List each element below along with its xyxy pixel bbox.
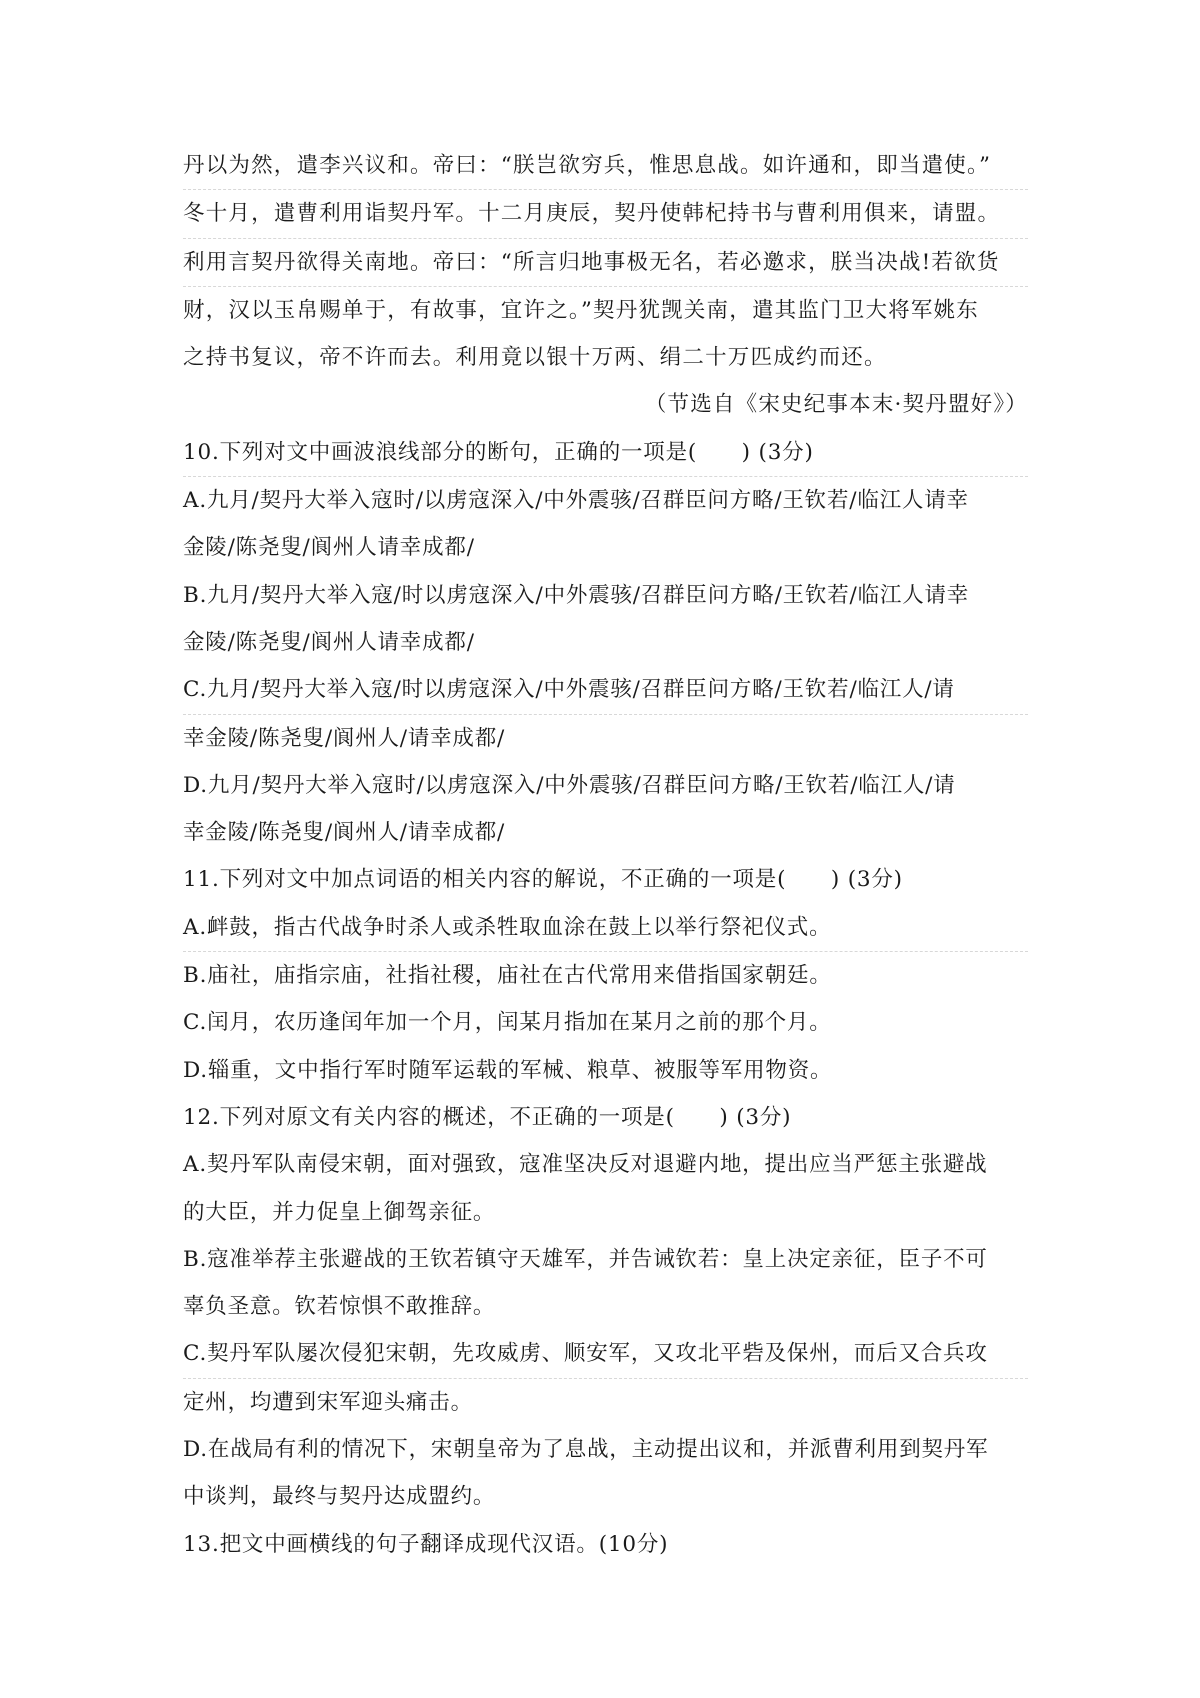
question-11-option-a: A.衅鼓，指古代战争时杀人或杀牲取血涂在鼓上以举行祭祀仪式。 xyxy=(183,904,1028,952)
question-11-option-d: D.辎重，文中指行军时随军运载的军械、粮草、被服等军用物资。 xyxy=(183,1057,833,1083)
document-page xyxy=(183,142,1028,1568)
question-10-option-b-line-2: 金陵/陈尧叟/阆州人请幸成都/ xyxy=(183,629,475,655)
question-12-option-d-line-1: D.在战局有利的情况下，宋朝皇帝为了息战，主动提出议和，并派曹利用到契丹军 xyxy=(183,1437,989,1463)
question-12-option-c-line-1: C.契丹军队屡次侵犯宋朝，先攻威虏、顺安军，又攻北平砦及保州，而后又合兵攻 xyxy=(183,1330,1028,1378)
question-12-option-b-line-1: B.寇准举荐主张避战的王钦若镇守天雄军，并告诫钦若：皇上决定亲征，臣子不可 xyxy=(183,1246,988,1272)
question-12-option-c-line-2: 定州，均遭到宋军迎头痛击。 xyxy=(183,1389,473,1415)
question-10-stem: 10.下列对文中画波浪线部分的断句，正确的一项是( ) (3分) xyxy=(183,429,1028,477)
question-10-option-d-line-2: 幸金陵/陈尧叟/阆州人/请幸成都/ xyxy=(183,820,506,846)
question-10-option-a-line-2: 金陵/陈尧叟/阆州人请幸成都/ xyxy=(183,535,475,561)
passage-line-4: 财，汉以玉帛赐单于，有故事，宜许之。”契丹犹觊关南，遣其监门卫大将军姚东 xyxy=(183,297,979,323)
question-13-stem: 13.把文中画横线的句子翻译成现代汉语。(10分) xyxy=(183,1531,669,1557)
passage-line-3: 利用言契丹欲得关南地。帝曰：“所言归地事极无名，若必邀求，朕当决战!若欲货 xyxy=(183,239,1028,287)
question-10-option-c-line-2: 幸金陵/陈尧叟/阆州人/请幸成都/ xyxy=(183,725,506,751)
question-10-option-c-line-1: C.九月/契丹大举入寇/时以虏寇深入/中外震骇/召群臣问方略/王钦若/临江人/请 xyxy=(183,666,1028,714)
question-12-option-d-line-2: 中谈判，最终与契丹达成盟约。 xyxy=(183,1484,496,1510)
question-12-stem: 12.下列对原文有关内容的概述，不正确的一项是( ) (3分) xyxy=(183,1104,792,1130)
question-11-option-b: B.庙社，庙指宗庙，社指社稷，庙社在古代常用来借指国家朝廷。 xyxy=(183,963,832,989)
passage-line-5: 之持书复议，帝不许而去。利用竟以银十万两、绢二十万匹成约而还。 xyxy=(183,345,887,371)
question-11-option-c: C.闰月，农历逢闰年加一个月，闰某月指加在某月之前的那个月。 xyxy=(183,1010,832,1036)
question-12-option-b-line-2: 辜负圣意。钦若惊惧不敢推辞。 xyxy=(183,1294,496,1320)
passage-source: （节选自《宋史纪事本末·契丹盟好》） xyxy=(644,392,1028,418)
question-10-option-d-line-1: D.九月/契丹大举入寇时/以虏寇深入/中外震骇/召群臣问方略/王钦若/临江人/请 xyxy=(183,772,956,798)
question-12-option-a-line-2: 的大臣，并力促皇上御驾亲征。 xyxy=(183,1199,496,1225)
passage-line-1: 丹以为然，遣李兴议和。帝曰：“朕岂欲穷兵，惟思息战。如许通和，即当遣使。” xyxy=(183,142,1028,190)
question-10-option-a-line-1: A.九月/契丹大举入寇时/以虏寇深入/中外震骇/召群臣问方略/王钦若/临江人请幸 xyxy=(183,488,969,514)
question-11-stem: 11.下列对文中加点词语的相关内容的解说，不正确的一项是( ) (3分) xyxy=(183,867,903,893)
passage-line-2: 冬十月，遣曹利用诣契丹军。十二月庚辰，契丹使韩杞持书与曹利用俱来，请盟。 xyxy=(183,190,1028,238)
question-10-option-b-line-1: B.九月/契丹大举入寇/时以虏寇深入/中外震骇/召群臣问方略/王钦若/临江人请幸 xyxy=(183,582,970,608)
question-12-option-a-line-1: A.契丹军队南侵宋朝，面对强致，寇准坚决反对退避内地，提出应当严惩主张避战 xyxy=(183,1152,988,1178)
